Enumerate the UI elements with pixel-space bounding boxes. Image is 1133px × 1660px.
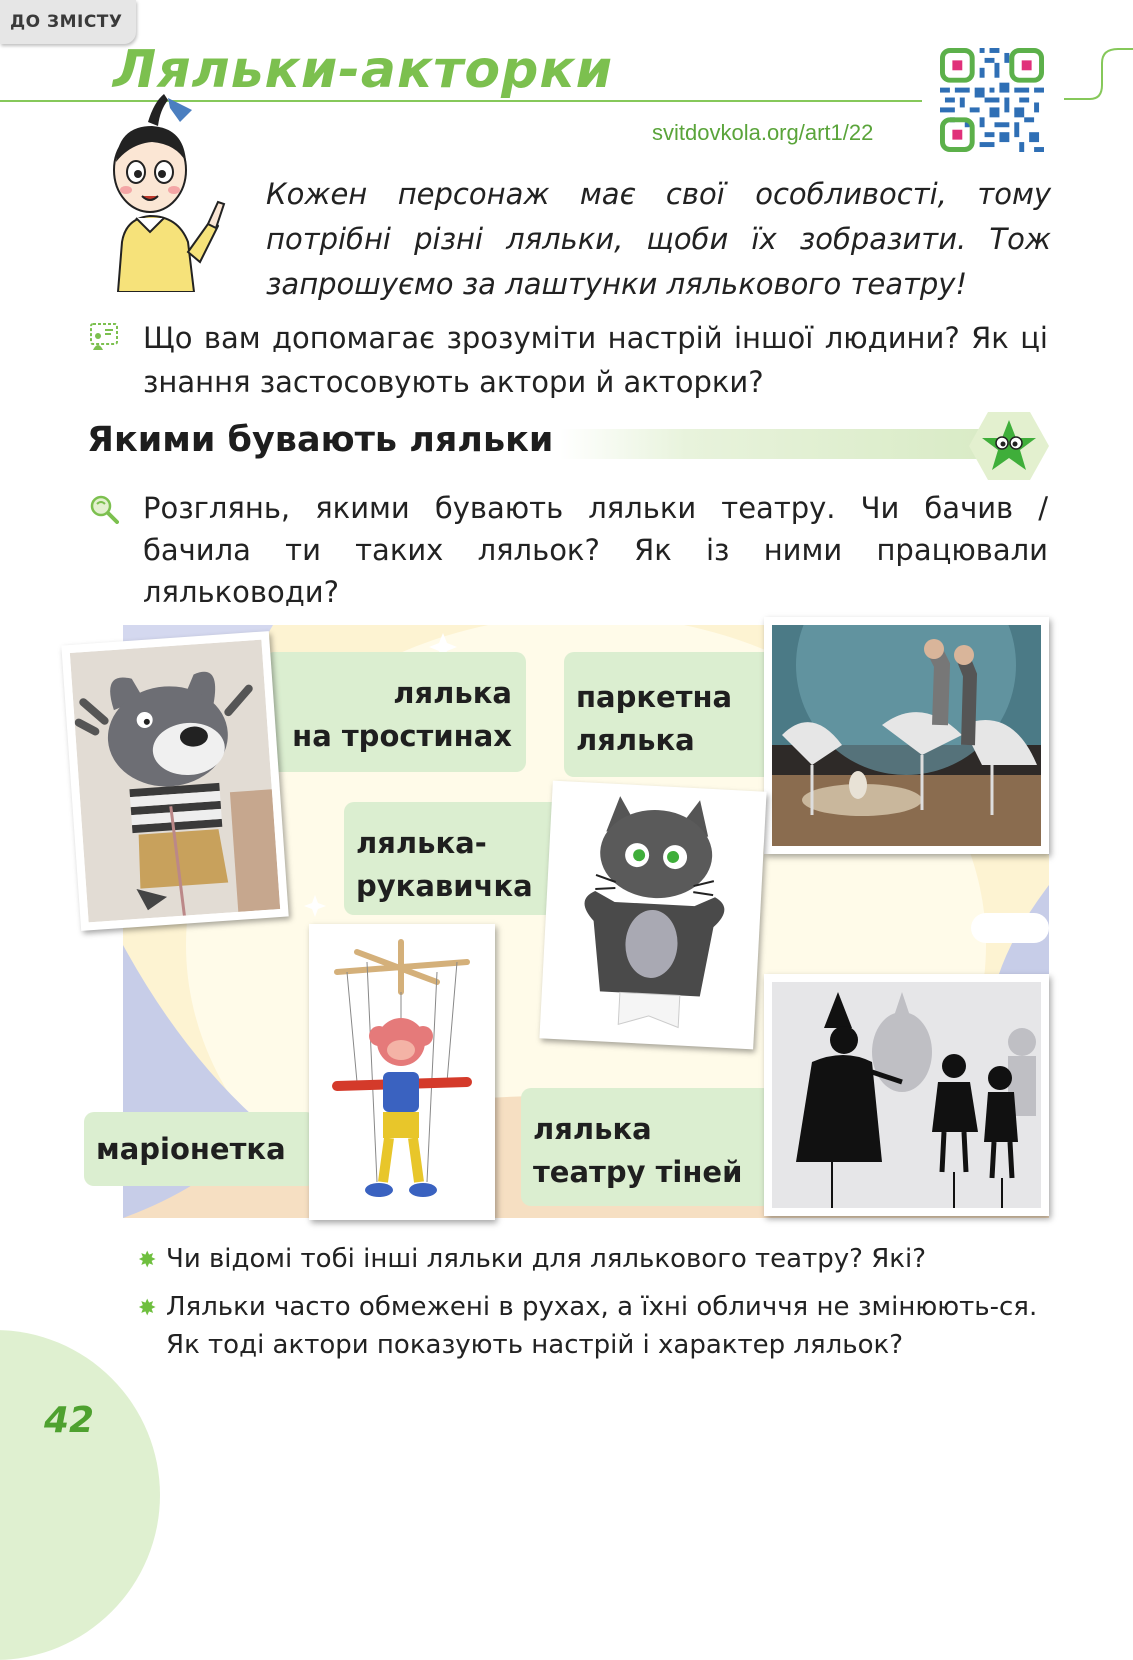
label-rod-line1: лялька [393,676,512,710]
page-title: Ляльки-акторки [113,40,614,100]
photo-glove-puppet-cat [539,781,766,1050]
photo-marionette-monkey [309,924,495,1220]
photo-shadow-puppets [764,974,1049,1216]
label-marionette [84,1112,316,1186]
label-shadow-puppet [521,1088,773,1206]
photo-rod-puppet-wolf [61,631,288,931]
star-face-icon [968,410,1050,482]
task-text: Розглянь, якими бувають ляльки театру. Чи бачив / бачила ти таких ляльок? Як із ними працювали ляльководи? [143,491,1048,609]
discussion-question: Що вам допомагає зрозуміти настрій іншої людини? Як ці знання застосовують актори й акторки? [143,321,1048,399]
intro-paragraph: Кожен персонаж має свої особливості, тому потрібні різні ляльки, щоби їх зобразити. Тож запрошуємо за лаштунки лялькового театру! [266,177,1051,301]
bullet-question-2 [138,1288,1058,1364]
magnifier-icon [89,494,119,524]
label-parquet-line2: лялька [576,723,695,757]
resource-link[interactable]: svitdovkola.org/art1/22 [652,120,874,145]
parquet-puppet-image [772,625,1041,846]
label-marionette-text: маріонетка [96,1132,286,1166]
label-glove-puppet [344,802,576,915]
qr-code[interactable] [940,48,1044,152]
bullet-star-icon: ✸ [138,1296,157,1321]
bullet-text-1: Чи відомі тобі інші ляльки для лялькового театру? Які? [166,1244,927,1274]
page-number: 42 [44,1400,95,1441]
label-parquet-line1: паркетна [576,680,733,714]
label-rod-line2: на тростинах [292,719,512,753]
title-curve-decoration [1062,45,1133,101]
section-title: Якими бувають ляльки [87,420,554,460]
label-glove-line1: лялька- [356,826,487,860]
label-shadow-line2: театру тіней [533,1155,743,1189]
section-heading-bar [560,429,980,459]
shadow-puppet-image [772,982,1041,1208]
marionette-image [317,932,487,1212]
toc-tab[interactable]: ДО ЗМІСТУ [0,0,136,44]
discussion-icon [89,322,119,352]
bullet-question-1 [138,1240,1058,1280]
label-shadow-line1: лялька [533,1112,652,1146]
label-parquet-puppet [564,652,778,777]
label-rod-puppet [264,652,526,772]
page-number-background [0,1330,160,1660]
photo-parquet-puppet [764,617,1049,854]
bullet-text-2: Ляльки часто обмежені в рухах, а їхні обличчя не змінюють-ся. Як тоді актори показують настрій і характер ляльок? [166,1292,1038,1360]
wolf-puppet-image [70,640,280,923]
girl-character-illustration [96,92,236,292]
bullet-star-icon: ✸ [138,1248,157,1273]
glove-puppet-image [548,789,758,1041]
label-glove-line2: рукавичка [356,869,533,903]
